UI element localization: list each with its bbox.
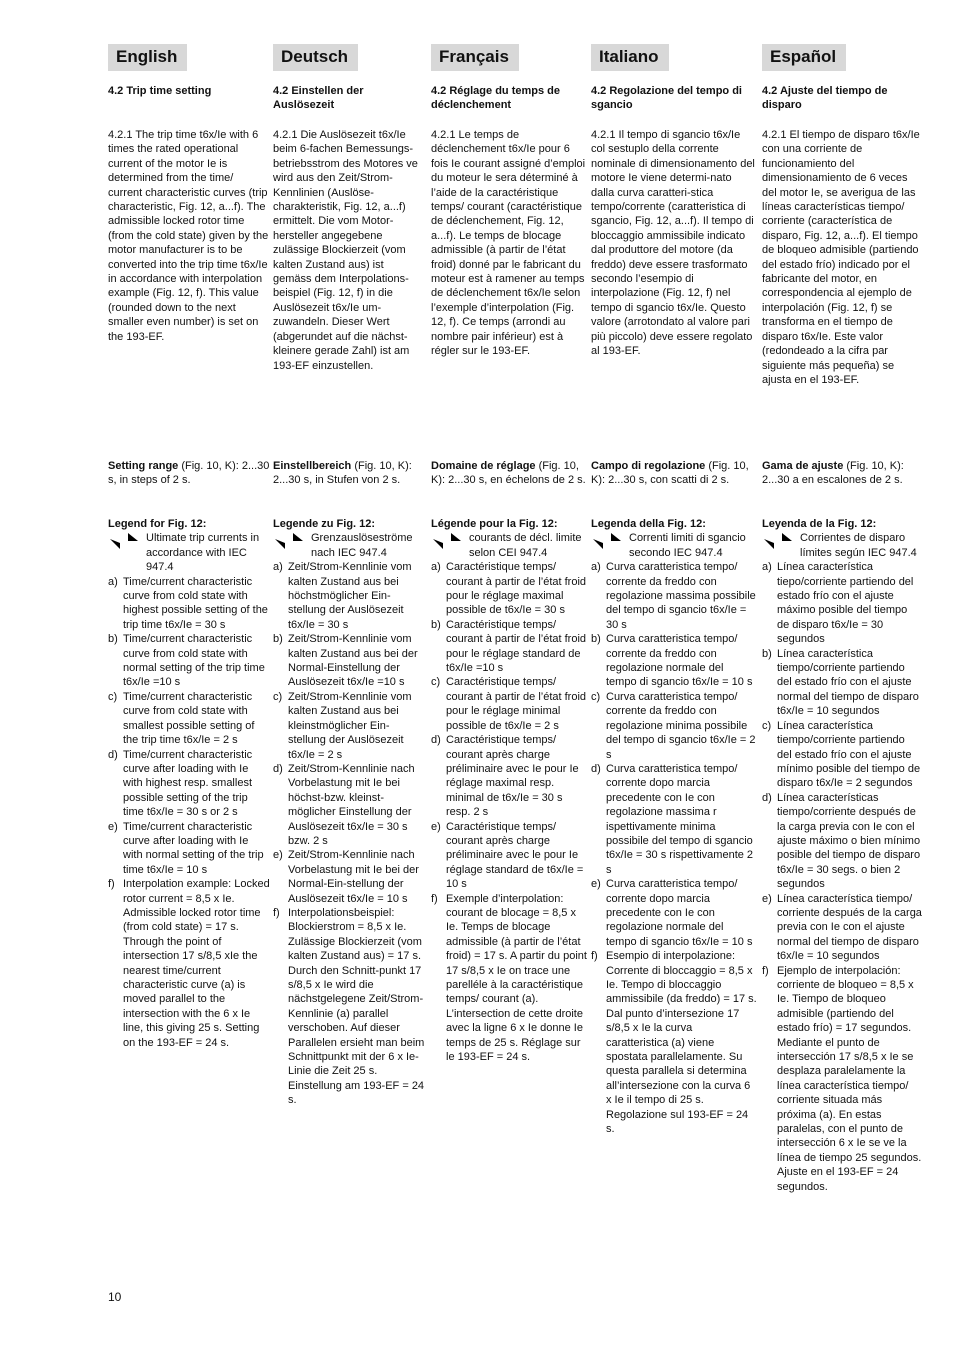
legend-item: a) Caractéristique temps/ courant à partir de l’état froid pour le réglage maximal possible de t6x/Ie = 30 s <box>431 561 587 617</box>
language-heading: English <box>108 44 187 71</box>
legend-item: d) Línea características tiempo/corriente después de la carga previa con Ie con el ajuste máximo o bien mínimo posible del tiempo de disparo t6x/Ie = 30 segs. o bien 2 segundos <box>762 791 921 891</box>
column-deutsch <box>273 44 425 1107</box>
trip-current-marker-icon <box>762 533 798 549</box>
legend-item: f) Exemple d’interpolation: courant de blocage = 8,5 x Ie. Temps de blocage admissible (à partir de l’état froid) = 17 s. A partir du point 17 s/8,5 x Ie on trace une parelléle à la caractéristique temps/ courant (a). L’intersection de cette droite avec la ligne 6 x Ie donne Ie temps de 25 s. Réglage sur le 193-EF = 24 s. <box>431 892 587 1064</box>
section-title: 4.2 Trip time setting <box>108 85 212 97</box>
setting-range: Setting range (Fig. 10, K): 2...30 s, in steps of 2 s. <box>108 460 270 487</box>
legend-item: d) Caractéristique temps/ courant après charge préliminaire avec Ie pour Ie réglage maximal resp. minimal de t6x/Ie = 30 s resp. 2 s <box>431 734 579 819</box>
legend-item: f) Interpolationsbeispiel: Blockierstrom = 8,5 x Ie. Zulässige Blockierzeit (vom kalten Zustand aus) = 17 s. Durch den Schnitt-punkt 17 s/8,5 x Ie wird die nächstgelegene Zeit/Strom-Kennlinie (a) parallel verschoben. Auf dieser Parallelen ersieht man beim Schnittpunkt mit der 6 x Ie-Linie die Zeit 25 s. Einstellung am 193-EF = 24 s. <box>273 906 425 1107</box>
legend-item: f) Ejemplo de interpolación: corriente de bloqueo = 8,5 x Ie. Tiempo de bloqueo admisible (partiendo del estado frío) = 17 segundos. Mediante el punto de intersección 17 s/8,5 x Ie se desplaza paralelamente la línea característica tiempo/ corriente situada más próxima (a). En estas paralelas, con el punto de intersección 6 x Ie se ve la línea de tiempo 25 segundos. Ajuste en el 193-EF = 24 segundos. <box>762 964 922 1193</box>
setting-range: Domaine de réglage (Fig. 10, K): 2...30 s, en échelons de 2 s. <box>431 460 586 487</box>
legend-item: a) Curva caratteristica tempo/ corrente da freddo con regolazione massima possibile del tempo di sgancio t6x/Ie = 30 s <box>591 561 756 631</box>
legend: Legend for Fig. 12: Ultimate trip currents in accordance with IEC 947.4 a) Time/current characteristic curve from cold state with highest possible setting of the trip time t6x/Ie = 30 s b) Time/current characteristic curve from cold state with normal setting of the trip time t6x/Ie =10 s c) Time/current characteristic curve from cold state with smallest possible setting of the trip time t6x/Ie = 2 s d) Time/current characteristic curve after loading with Ie with highest resp. smallest possible setting of the trip time t6x/Ie = 30 s or 2 s e) Time/current characteristic curve after loading with Ie with normal setting of the trip time t6x/Ie = 10 s f) Interpolation example: Locked rotor current = 8,5 x Ie. Admissible locked rotor time (from cold state) = 17 s. Through the point of intersection 17 s/8,5 xIe the nearest time/current characteristic curve (a) is moved parallel to the intersection with the 6 x Ie line, this giving 25 s. Setting on the 193-EF = 24 s. <box>108 518 270 1049</box>
legend: Leyenda de la Fig. 12: Corrientes de disparo límites según IEC 947.4 a) Línea característica tiepo/corriente partiendo del estado frío con el ajuste máximo posible del tiempo de disparo t6x/Ie = 30 segundos b) Línea característica tiempo/corriente partiendo del estado frío con el ajuste normal del tiempo de disparo t6x/Ie = 10 segundos c) Línea característica tiempo/corriente partiendo del estado frío con el ajuste mínimo posible del tiempo de disparo t6x/Ie = 2 segundos d) Línea características tiempo/corriente después de la carga previa con Ie con el ajuste máximo o bien mínimo posible del tiempo de disparo t6x/Ie = 30 segs. o bien 2 segundos e) Línea característica tiempo/ corriente después de la carga previa con Ie con el ajuste normal del tiempo de disparo t6x/Ie = 10 segundos f) Ejemplo de interpolación: corriente de bloqueo = 8,5 x Ie. Tiempo de bloqueo admisible (partiendo del estado frío) = 17 segundos. Mediante el punto de intersección 17 s/8,5 x Ie se desplaza paralelamente la línea característica tiempo/ corriente situada más próxima (a). En estas paralelas, con el punto de intersección 6 x Ie se ve la línea de tiempo 25 segundos. Ajuste en el 193-EF = 24 segundos. <box>762 518 922 1193</box>
legend-item: b) Caractéristique temps/ courant à partir de l’état froid pour le réglage standard de t6x/Ie =10 s <box>431 618 587 675</box>
language-heading: Français <box>431 44 519 71</box>
language-heading: Italiano <box>591 44 669 71</box>
legend-item: a) Línea característica tiepo/corriente partiendo del estado frío con el ajuste máximo posible del tiempo de disparo t6x/Ie = 30 segundos <box>762 561 914 646</box>
legend-item: f) Esempio di interpolazione: Corrente di bloccaggio = 8,5 x Ie. Tempo di bloccaggio ammissibile (da freddo) = 17 s. Dal punto d’intersezione 17 s/8,5 x Ie la curva caratteristica (a) viene spostata parallelamente. Su questa parallela si determina all’intersezione con la curva 6 x Ie il tempo di 25 s. Regolazione sul 193-EF = 24 s. <box>591 950 757 1136</box>
column-francais <box>431 44 588 1064</box>
legend-item: d) Curva caratteristica tempo/ corrente dopo marcia precedente con Ie con regolazione massima r ispettivamente minima possibile del tempo di sgancio t6x/Ie = 30 s rispettivamente 2 s <box>591 762 754 876</box>
legend-item: c) Zeit/Strom-Kennlinie vom kalten Zustand aus bei kleinstmöglicher Ein-stellung der Auslösezeit t6x/Ie = 2 s <box>273 690 412 761</box>
section-paragraph: 4.2.1 El tiempo de disparo t6x/Ie con una corriente de funcionamiento del dimensionamiento de 6 veces del motor Ie, se averigua de las líneas características tiempo/ corriente (característica de disparo, Fig. 12, a...f). El tiempo de bloqueo admisible (partiendo del estado frío) indicado por el fabricante del motor, en correspondencia al ejemplo de interpolación (Fig. 12, f) se transforma en el tiempo de disparo t6x/Ie. Este valor (redondeado a la cifra par siguiente más pequeña) se ajusta en el 193-EF. <box>762 129 920 386</box>
legend-item: b) Línea característica tiempo/corriente partiendo del estado frío con el ajuste normal del tiempo de disparo t6x/Ie = 10 segundos <box>762 647 919 718</box>
section-title: 4.2 Regolazione del tempo di sgancio <box>591 85 742 112</box>
setting-range: Campo di regolazione (Fig. 10, K): 2...30 s, con scatti di 2 s. <box>591 460 749 487</box>
trip-current-marker-icon <box>108 533 144 549</box>
legend: Legenda della Fig. 12: Correnti limiti di sgancio secondo IEC 947.4 a) Curva caratteristica tempo/ corrente da freddo con regolazione massima possibile del tempo di sgancio t6x/Ie = 30 s b) Curva caratteristica tempo/ corrente da freddo con regolazione normale del tempo di sgancio t6x/Ie = 10 s c) Curva caratteristica tempo/ corrente da freddo con regolazione minima possibile del tempo di sgancio t6x/Ie = 2 s d) Curva caratteristica tempo/ corrente dopo marcia precedente con Ie con regolazione massima r ispettivamente minima possibile del tempo di sgancio t6x/Ie = 30 s rispettivamente 2 s e) Curva caratteristica tempo/ corrente dopo marcia precedente con Ie con regolazione normale del tempo di sgancio t6x/Ie = 10 s f) Esempio di interpolazione: Corrente di bloccaggio = 8,5 x Ie. Tempo di bloccaggio ammissibile (da freddo) = 17 s. Dal punto d’intersezione 17 s/8,5 x Ie la curva caratteristica (a) viene spostata parallelamente. Su questa parallela si determina all’intersezione con la curva 6 x Ie il tempo di 25 s. Regolazione sul 193-EF = 24 s. <box>591 518 757 1136</box>
legend: Légende pour la Fig. 12: courants de décl. limite selon CEI 947.4 a) Caractéristique temps/ courant à partir de l’état froid pour le réglage maximal possible de t6x/Ie = 30 s b) Caractéristique temps/ courant à partir de l’état froid pour le réglage standard de t6x/Ie =10 s c) Caractéristique temps/ courant à partir de l’état froid pour le réglage minimal possible de t6x/Ie = 2 s d) Caractéristique temps/ courant après charge préliminaire avec Ie pour Ie réglage maximal resp. minimal de t6x/Ie = 30 s resp. 2 s e) Caractéristique temps/ courant après charge préliminaire avec le pour Ie réglage standard de t6x/Ie = 10 s f) Exemple d’interpolation: courant de blocage = 8,5 x Ie. Temps de blocage admissible (à partir de l’état froid) = 17 s. A partir du point 17 s/8,5 x Ie on trace une parelléle à la caractéristique temps/ courant (a). L’intersection de cette droite avec la ligne 6 x Ie donne Ie temps de 25 s. Réglage sur le 193-EF = 24 s. <box>431 518 587 1064</box>
legend-item: d) Time/current characteristic curve after loading with Ie with highest resp. smallest possible setting of the trip time t6x/Ie = 30 s or 2 s <box>108 748 253 819</box>
section-title: 4.2 Ajuste del tiempo de disparo <box>762 85 888 112</box>
trip-current-marker-icon <box>431 533 467 549</box>
legend-item: c) Línea característica tiempo/corriente partiendo del estado frío con el ajuste mínimo posible del tiempo de disparo t6x/Ie = 2 segundos <box>762 719 921 790</box>
legend-item: a) Zeit/Strom-Kennlinie vom kalten Zustand aus bei höchstmöglicher Ein-stellung der Auslösezeit t6x/Ie = 30 s <box>273 561 412 631</box>
legend-item: c) Time/current characteristic curve from cold state with smallest possible setting of the trip time t6x/Ie = 2 s <box>108 690 255 747</box>
setting-range: Einstellbereich (Fig. 10, K): 2...30 s, in Stufen von 2 s. <box>273 460 412 487</box>
legend-item: e) Zeit/Strom-Kennlinie nach Vorbelastung mit Ie bei der Normal-Ein-stellung der Auslösezeit t6x/Ie = 10 s <box>273 849 419 905</box>
legend-item: f) Interpolation example: Locked rotor current = 8,5 x Ie. Admissible locked rotor time (from cold state) = 17 s. Through the point of intersection 17 s/8,5 xIe the nearest time/current characteristic curve (a) is moved parallel to the intersection with the 6 x Ie line, this giving 25 s. Setting on the 193-EF = 24 s. <box>108 878 270 1049</box>
language-heading: Deutsch <box>273 44 358 71</box>
section-title: 4.2 Einstellen der Auslösezeit <box>273 85 364 112</box>
section-paragraph: 4.2.1 Le temps de déclenchement t6x/Ie pour 6 fois Ie courant assigné d’emploi du moteur le sera déterminé à l’aide de la caractéristique temps/ courant (caractéristique de déclenchement, Fig. 12, a...f). Le temps de blocage admissible (à partir de l’état froid) donné par le fabricant du moteur est à ramener au temps de déclenchement t6x/Ie selon l’exemple d’interpolation (Fig. 12, f). Ce temps (arrondi au nombre pair inférieur) est à régler sur le 193-EF. <box>431 129 586 358</box>
language-heading: Español <box>762 44 846 71</box>
legend-item: d) Zeit/Strom-Kennlinie nach Vorbelastung mit Ie bei höchst-bzw. kleinst-möglicher Einstellung der Auslösezeit t6x/Ie = 30 s bzw. 2 s <box>273 762 415 847</box>
section-title: 4.2 Réglage du temps de déclenchement <box>431 85 560 112</box>
trip-current-marker-icon <box>591 533 627 549</box>
column-italiano <box>591 44 757 1136</box>
legend-item: b) Zeit/Strom-Kennlinie vom kalten Zustand aus bei der Normal-Einstellung der Auslösezeit t6x/Ie =10 s <box>273 633 418 689</box>
trip-current-marker-icon <box>273 533 309 549</box>
column-english <box>108 44 270 1049</box>
legend-item: a) Time/current characteristic curve from cold state with highest possible setting of the trip time t6x/Ie = 30 s <box>108 575 268 631</box>
legend-item: b) Curva caratteristica tempo/ corrente da freddo con regolazione normale del tempo di sgancio t6x/Ie = 10 s <box>591 633 753 689</box>
section-paragraph: 4.2.1 The trip time t6x/Ie with 6 times the rated operational current of the motor Ie is determined from the time/ current characteristic curves (trip characteristic, Fig. 12, a...f). The admissible locked rotor time (from the cold state) given by the motor manufacturer is to be converted into the trip time t6x/Ie in accordance with interpolation example (Fig. 12, f). This value (rounded down to the next smaller even number) is set on the 193-EF. <box>108 129 269 343</box>
legend-item: e) Curva caratteristica tempo/ corrente dopo marcia precedente con Ie con regolazione normale del tempo di sgancio t6x/Ie = 10 s <box>591 878 753 948</box>
legend-item: e) Time/current characteristic curve after loading with Ie with normal setting of the trip time t6x/Ie = 10 s <box>108 820 264 876</box>
section-paragraph: 4.2.1 Die Auslösezeit t6x/Ie beim 6-fachen Bemessungs-betriebsstrom des Motores ve wird aus den Zeit/Strom-Kennlinien (Auslöse-charakteristik, Fig. 12, a...f) ermittelt. Die vom Motor-hersteller angegebene zulässige Blockierzeit (vom kalten Zustand aus) ist gemäss dem Interpolations-beispiel (Fig. 12, f) in die Auslösezeit t6x/Ie um-zuwandeln. Dieser Wert (abgerundet auf die nächst-kleinere gerade Zahl) ist am 193-EF einzustellen. <box>273 129 418 372</box>
legend-item: e) Caractéristique temps/ courant après charge préliminaire avec le pour Ie réglage standard de t6x/Ie = 10 s <box>431 820 584 891</box>
section-paragraph: 4.2.1 Il tempo di sgancio t6x/Ie col sestuplo della corrente nominale di dimensionamento del motore Ie viene determi-nato dalla curva caratteri-stica tempo/corrente (caratteristica di sgancio, Fig. 12, a...f). Il tempo di bloccaggio ammissibile indicato dal produttore del motore (da freddo) deve essere trasformato secondo l’esempio di interpolazione (Fig. 12, f) nel tempo di sgancio t6x/Ie. Questo valore (arrotondato al valore pari più piccolo) deve essere regolato al 193-EF. <box>591 129 755 358</box>
setting-range: Gama de ajuste (Fig. 10, K): 2...30 a en escalones de 2 s. <box>762 460 904 487</box>
legend-item: c) Curva caratteristica tempo/ corrente da freddo con regolazione minima possibile del tempo di sgancio t6x/Ie = 2 s <box>591 690 756 761</box>
legend-item: e) Línea característica tiempo/ corriente después de la carga previa con Ie con el ajuste normal del tiempo de disparo t6x/Ie = 10 segundos <box>762 892 922 963</box>
legend: Legende zu Fig. 12: Grenzauslöseströme nach IEC 947.4 a) Zeit/Strom-Kennlinie vom kalten Zustand aus bei höchstmöglicher Ein-stellung der Auslösezeit t6x/Ie = 30 s b) Zeit/Strom-Kennlinie vom kalten Zustand aus bei der Normal-Einstellung der Auslösezeit t6x/Ie =10 s c) Zeit/Strom-Kennlinie vom kalten Zustand aus bei kleinstmöglicher Ein-stellung der Auslösezeit t6x/Ie = 2 s d) Zeit/Strom-Kennlinie nach Vorbelastung mit Ie bei höchst-bzw. kleinst-möglicher Einstellung der Auslösezeit t6x/Ie = 30 s bzw. 2 s e) Zeit/Strom-Kennlinie nach Vorbelastung mit Ie bei der Normal-Ein-stellung der Auslösezeit t6x/Ie = 10 s f) Interpolationsbeispiel: Blockierstrom = 8,5 x Ie. Zulässige Blockierzeit (vom kalten Zustand aus) = 17 s. Durch den Schnitt-punkt 17 s/8,5 x Ie wird die nächstgelegene Zeit/Strom-Kennlinie (a) parallel verschoben. Auf dieser Parallelen ersieht man beim Schnittpunkt mit der 6 x Ie-Linie die Zeit 25 s. Einstellung am 193-EF = 24 s. <box>273 518 425 1107</box>
legend-item: c) Caractéristique temps/ courant à partir de l’état froid pour le réglage minimal possible de t6x/Ie = 2 s <box>431 676 587 732</box>
page-number: 10 <box>108 1290 122 1304</box>
legend-item: b) Time/current characteristic curve from cold state with normal setting of the trip time t6x/Ie =10 s <box>108 633 265 689</box>
column-espanol <box>762 44 922 1193</box>
